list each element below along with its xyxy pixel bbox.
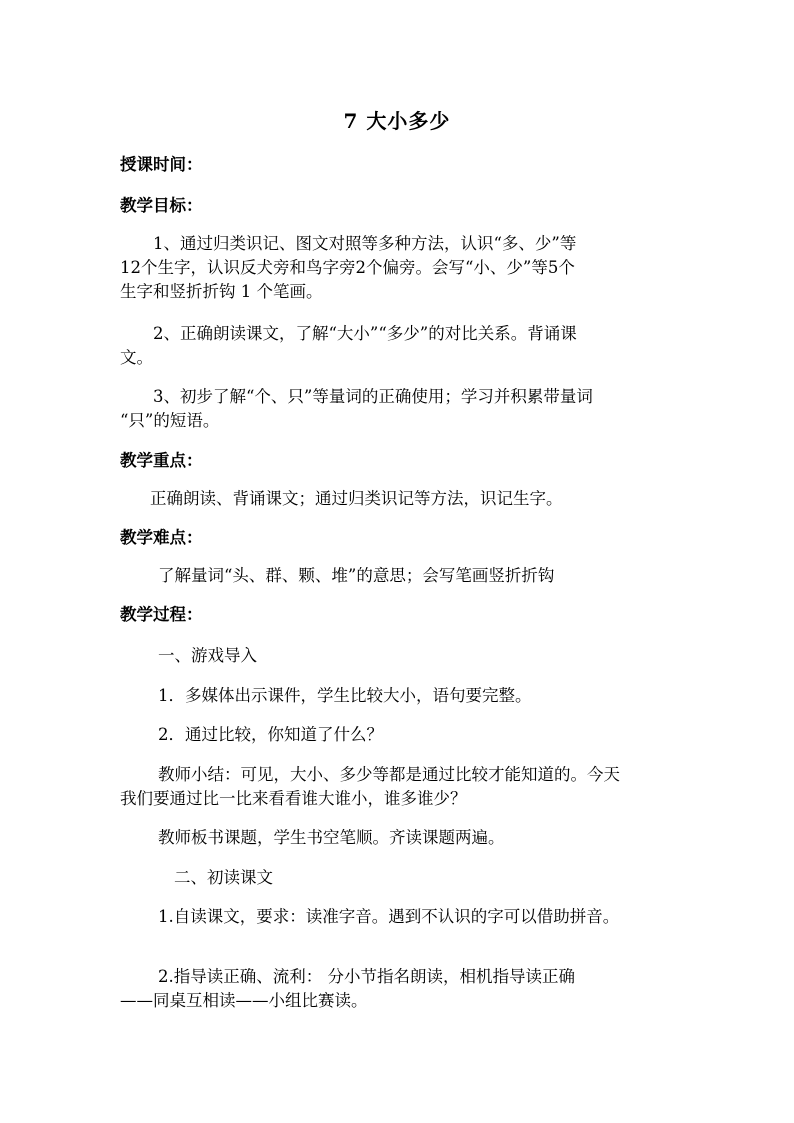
heading-process: 教学过程：	[120, 605, 203, 624]
objective-1	[120, 232, 680, 304]
objective-1-line-3: 生字和竖折折钩 1 个笔画。	[120, 282, 323, 301]
objective-1-line-1: 1、通过归类识记、图文对照等多种方法，认识“多、少”等	[153, 234, 577, 253]
board-writing: 教师板书课题，学生书空笔顺。齐读课题两遍。	[158, 828, 505, 847]
process-section-1: 一、游戏导入	[158, 646, 257, 665]
objective-2-line-1: 2、正确朗读课文，了解“大小”“多少”的对比关系。背诵课	[153, 324, 577, 343]
objective-3-line-2: “只”的短语。	[120, 411, 220, 430]
document-title: 7 大小多少	[343, 109, 451, 133]
teacher-summary-line-2: 我们要通过比一比来看看谁大谁小，谁多谁少？	[120, 789, 467, 808]
objective-2-line-2: 文。	[120, 348, 153, 367]
heading-difficulties: 教学难点：	[120, 528, 203, 547]
heading-time: 授课时间：	[120, 155, 203, 174]
objective-3	[120, 385, 680, 433]
key-points-text: 正确朗读、背诵课文；通过归类识记等方法，识记生字。	[150, 489, 563, 508]
teacher-summary	[120, 763, 680, 811]
objective-1-line-2: 12个生字，认识反犬旁和鸟字旁2个偏旁。会写“小、少”等5个	[120, 258, 575, 277]
process-step-1: 1．多媒体出示课件，学生比较大小，语句要完整。	[158, 686, 532, 705]
heading-objectives: 教学目标：	[120, 196, 203, 215]
reading-step-2-line-1: 2.指导读正确、流利： 分小节指名朗读，相机指导读正确	[158, 967, 575, 986]
teacher-summary-line-1: 教师小结：可见，大小、多少等都是通过比较才能知道的。今天	[158, 765, 620, 784]
reading-step-2-line-2: ——同桌互相读——小组比赛读。	[120, 991, 368, 1010]
process-section-2: 二、初读课文	[174, 868, 273, 887]
process-step-2: 2．通过比较，你知道了什么？	[158, 725, 383, 744]
reading-step-1: 1.自读课文，要求：读准字音。遇到不认识的字可以借助拼音。	[158, 907, 620, 926]
objective-3-line-1: 3、初步了解“个、只”等量词的正确使用；学习并积累带量词	[153, 387, 593, 406]
reading-step-2	[120, 965, 680, 1013]
objective-2	[120, 322, 680, 370]
difficulties-text: 了解量词“头、群、颗、堆”的意思；会写笔画竖折折钩	[158, 566, 555, 585]
heading-key-points: 教学重点：	[120, 451, 203, 470]
